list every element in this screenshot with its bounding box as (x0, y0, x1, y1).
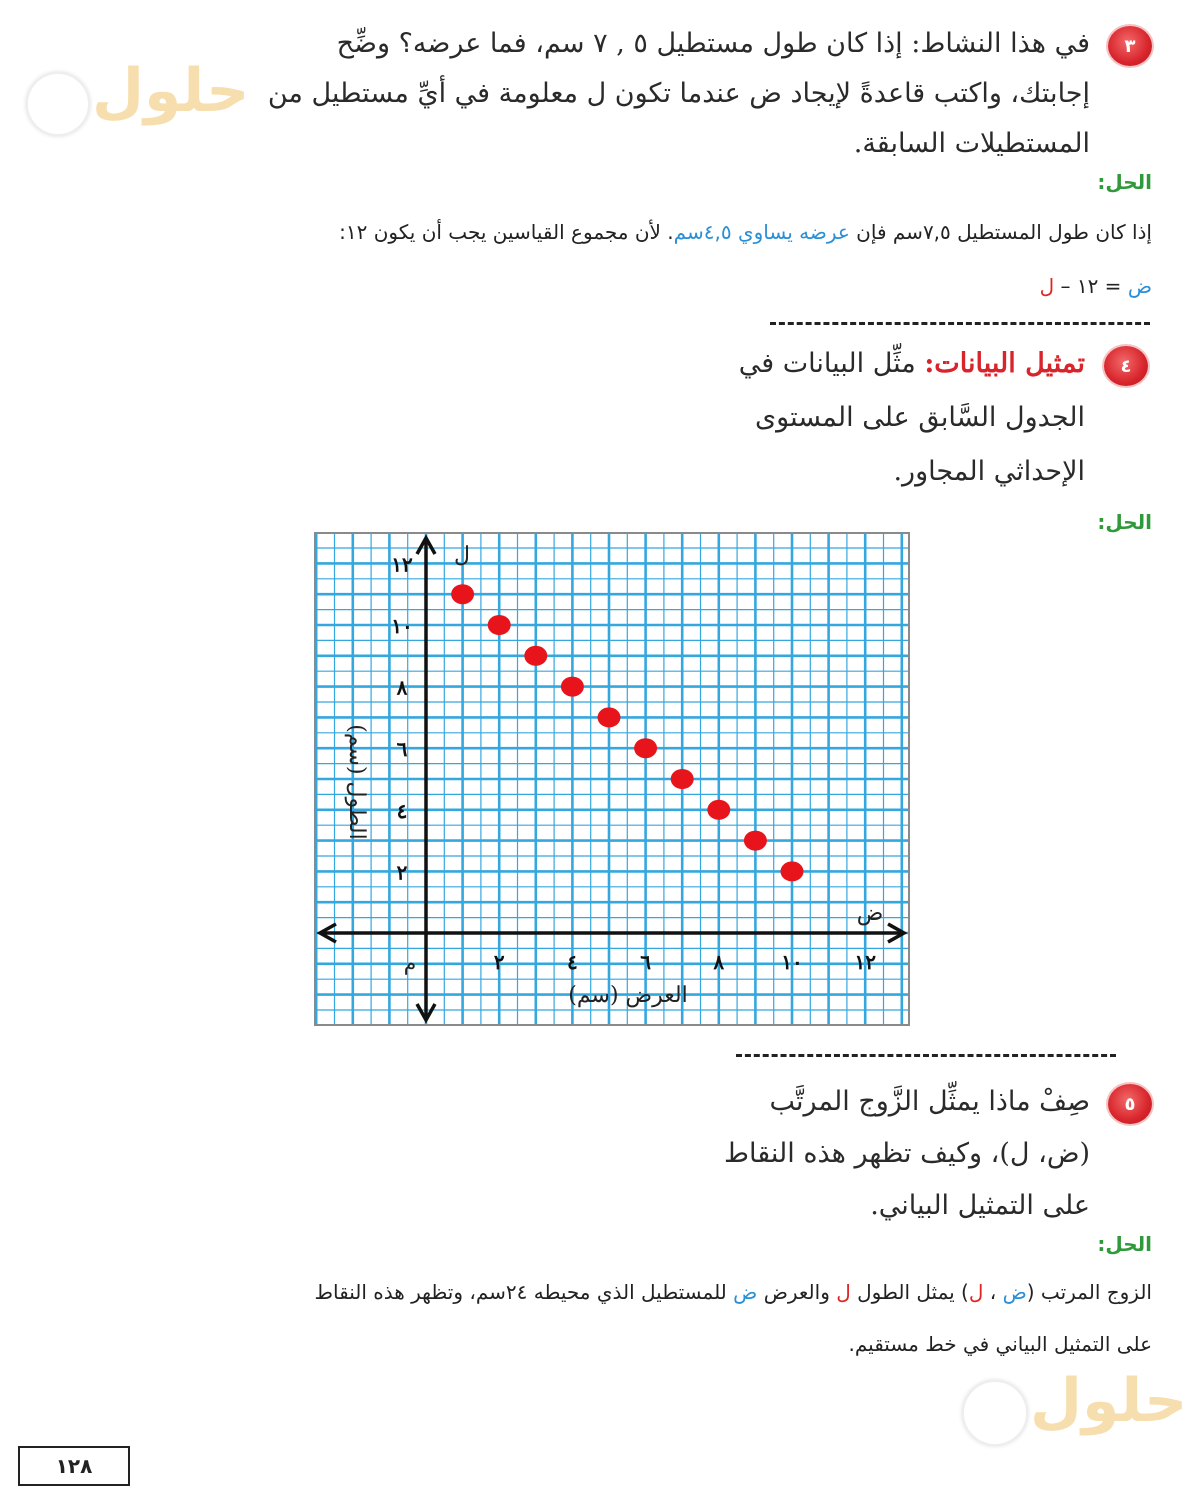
y-axis-letter: ل (454, 543, 470, 568)
y-tick-label: ١٢ (391, 552, 413, 577)
x-tick-label: ٢ (493, 950, 505, 974)
data-point (598, 707, 621, 727)
question-5-answer-line-1 (314, 1280, 1152, 1304)
answer-highlight-width: عرضه يساوي ٤,٥سم (673, 220, 850, 244)
question-5-solution-label: الحل: (1097, 1232, 1152, 1256)
watermark-logo-circle (962, 1380, 1028, 1446)
answer-length-var: ل (836, 1280, 851, 1304)
question-5-answer-line-2: على التمثيل البياني في خط مستقيم. (848, 1332, 1152, 1356)
question-3-answer (339, 220, 1152, 244)
scatter-chart (314, 532, 910, 1026)
watermark-bottom: حلول (1030, 1366, 1188, 1436)
x-axis-label: العرض (سم) (568, 983, 688, 1008)
question-3-solution-label: الحل: (1097, 170, 1152, 194)
answer-width-var: ض (1002, 1280, 1027, 1304)
question-3-equation (1040, 274, 1152, 298)
x-tick-label: ١٢ (854, 950, 876, 974)
question-5-line-2: (ض، ل)، وكيف تظهر هذه النقاط (724, 1138, 1090, 1169)
equation-length-var: ل (1039, 274, 1055, 298)
data-point (671, 769, 694, 789)
question-4-solution-label: الحل: (1097, 510, 1152, 534)
data-point (744, 831, 767, 851)
answer-text: ) يمثل الطول (857, 1280, 969, 1304)
y-tick-label: ٢ (396, 860, 408, 885)
answer-text: ، (989, 1280, 997, 1304)
data-point (451, 584, 474, 604)
question-4-line-2: الجدول السَّابق على المستوى (754, 402, 1085, 433)
y-tick-label: ٤ (396, 798, 408, 823)
answer-text: والعرض (763, 1280, 830, 1304)
x-tick-label: ٦ (640, 950, 651, 974)
divider (736, 1054, 1116, 1057)
x-tick-label: ١٠ (781, 950, 803, 974)
answer-width-var: ض (733, 1280, 758, 1304)
question-5-badge: ٥ (1108, 1084, 1152, 1124)
x-axis-letter: ض (856, 901, 884, 926)
y-tick-label: ٨ (396, 675, 408, 700)
equation-middle: = ١٢ – (1060, 274, 1122, 298)
answer-length-var: ل (968, 1280, 984, 1304)
data-point (634, 738, 657, 758)
y-tick-label: ٦ (396, 737, 408, 762)
divider (770, 322, 1150, 325)
answer-text: إذا كان طول المستطيل ٧,٥سم فإن (856, 220, 1152, 244)
question-4-text: مثِّل البيانات في (738, 348, 916, 379)
question-5-line-1: صِفْ ماذا يمثِّل الزَّوج المرتَّب (769, 1086, 1090, 1117)
question-4-line-3: الإحداثي المجاور. (893, 456, 1085, 487)
equation-width-var: ض (1127, 274, 1152, 298)
question-3-line-2: إجابتك، واكتب قاعدةً لإيجاد ض عندما تكون ل معلومة في أيِّ مستطيل من (267, 78, 1090, 109)
question-4-badge: ٤ (1104, 346, 1148, 386)
question-3-badge: ٣ (1108, 26, 1152, 66)
watermark-top: حلول (92, 56, 250, 126)
x-tick-label: ٤ (567, 950, 578, 974)
page-number: ١٢٨ (18, 1446, 130, 1486)
data-point (488, 615, 511, 635)
x-tick-label: ٨ (713, 950, 725, 974)
data-point (707, 800, 730, 820)
data-point (561, 677, 584, 697)
y-tick-label: ١٠ (391, 614, 413, 638)
answer-text: . لأن مجموع القياسين يجب أن يكون ١٢: (339, 220, 674, 244)
question-4-heading: تمثيل البيانات: (924, 348, 1085, 379)
question-5-line-3: على التمثيل البياني. (870, 1190, 1090, 1221)
origin-label: م (403, 951, 417, 975)
data-point (781, 861, 804, 881)
answer-text: للمستطيل الذي محيطه ٢٤سم، وتظهر هذه النقاط (314, 1280, 727, 1304)
watermark-logo-circle (26, 72, 90, 136)
question-3-line-1: في هذا النشاط: إذا كان طول مستطيل ٥ , ٧ سم، فما عرضه؟ وضِّح (336, 28, 1090, 59)
y-axis-label: الطول (سم) (344, 724, 369, 840)
data-point (524, 646, 547, 666)
question-3-line-3: المستطيلات السابقة. (853, 128, 1090, 159)
question-4-line-1 (739, 348, 1085, 379)
answer-text: الزوج المرتب ( (1026, 1280, 1152, 1304)
